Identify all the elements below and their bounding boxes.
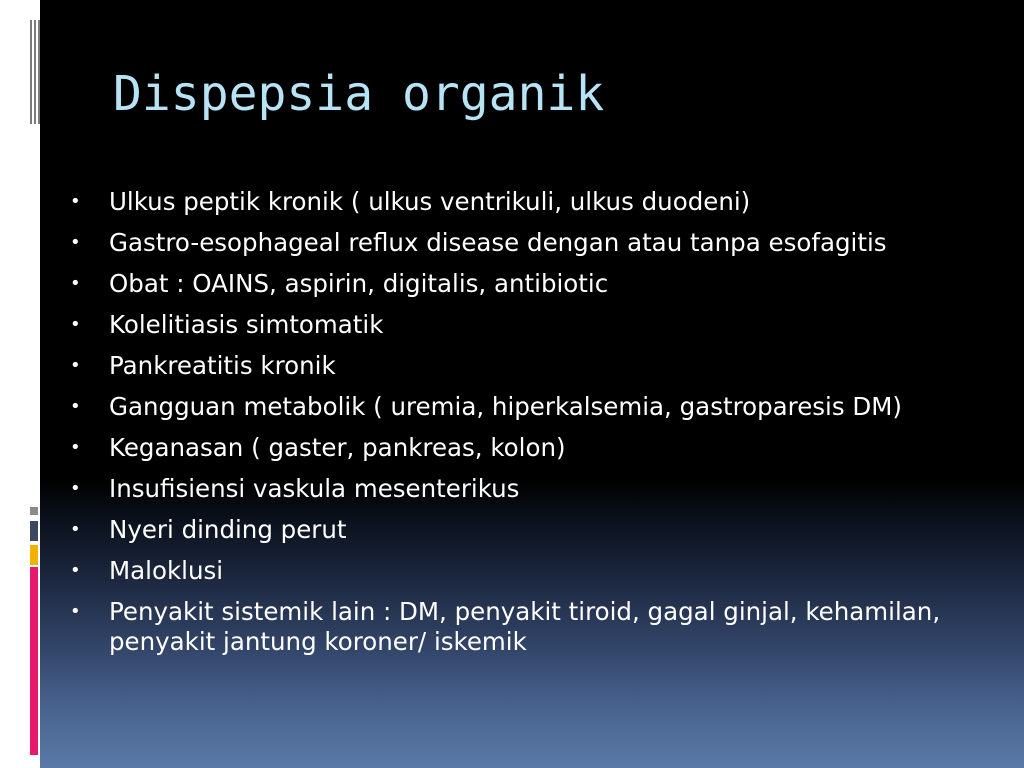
- bullet-text: Ulkus peptik kronik ( ulkus ventrikuli, ulkus duodeni): [109, 187, 751, 216]
- bullet-item: [70, 474, 970, 504]
- bullet-item: [70, 187, 970, 217]
- bullet-text: Insufisiensi vaskula mesenterikus: [109, 474, 520, 503]
- bullet-text: Gangguan metabolik ( uremia, hiperkalsemia, gastroparesis DM): [109, 392, 902, 421]
- bullet-dot-icon: •: [70, 601, 81, 622]
- color-accent-bars: [30, 507, 40, 755]
- bullet-item: [70, 310, 970, 340]
- bullet-item: [70, 556, 970, 586]
- bullet-text: Gastro-esophageal reflux disease dengan atau tanpa esofagitis: [109, 228, 887, 257]
- bullet-dot-icon: •: [70, 560, 81, 581]
- bullet-dot-icon: •: [70, 355, 81, 376]
- bullet-item: [70, 392, 970, 422]
- bullet-dot-icon: •: [70, 437, 81, 458]
- bullet-item: [70, 269, 970, 299]
- stripe-bar: [30, 20, 32, 124]
- bullet-text: Penyakit sistemik lain : DM, penyakit tiroid, gagal ginjal, kehamilan, penyakit jantung koroner/ iskemik: [109, 597, 941, 656]
- accent-bar-gold: [30, 545, 38, 565]
- bullet-dot-icon: •: [70, 232, 81, 253]
- bullet-list: [70, 187, 970, 668]
- bullet-dot-icon: •: [70, 478, 81, 499]
- stripe-bar: [34, 20, 36, 124]
- bullet-dot-icon: •: [70, 396, 81, 417]
- accent-bar-gray: [30, 507, 38, 515]
- slide-title: Dispepsia organik: [113, 66, 605, 122]
- accent-bar-pink: [30, 567, 38, 755]
- bullet-text: Maloklusi: [109, 556, 224, 585]
- bullet-item: [70, 433, 970, 463]
- bullet-dot-icon: •: [70, 191, 81, 212]
- bullet-item: [70, 597, 970, 657]
- bullet-item: [70, 228, 970, 258]
- bullet-dot-icon: •: [70, 519, 81, 540]
- bullet-text: Kolelitiasis simtomatik: [109, 310, 384, 339]
- bullet-item: [70, 515, 970, 545]
- bullet-text: Obat : OAINS, aspirin, digitalis, antibiotic: [109, 269, 609, 298]
- left-decorative-strip: [0, 0, 40, 768]
- bullet-dot-icon: •: [70, 314, 81, 335]
- bullet-item: [70, 351, 970, 381]
- bullet-dot-icon: •: [70, 273, 81, 294]
- bullet-text: Pankreatitis kronik: [109, 351, 336, 380]
- accent-bar-slate: [30, 521, 38, 541]
- bullet-text: Keganasan ( gaster, pankreas, kolon): [109, 433, 566, 462]
- top-stripe-decoration: [30, 20, 40, 124]
- bullet-text: Nyeri dinding perut: [109, 515, 347, 544]
